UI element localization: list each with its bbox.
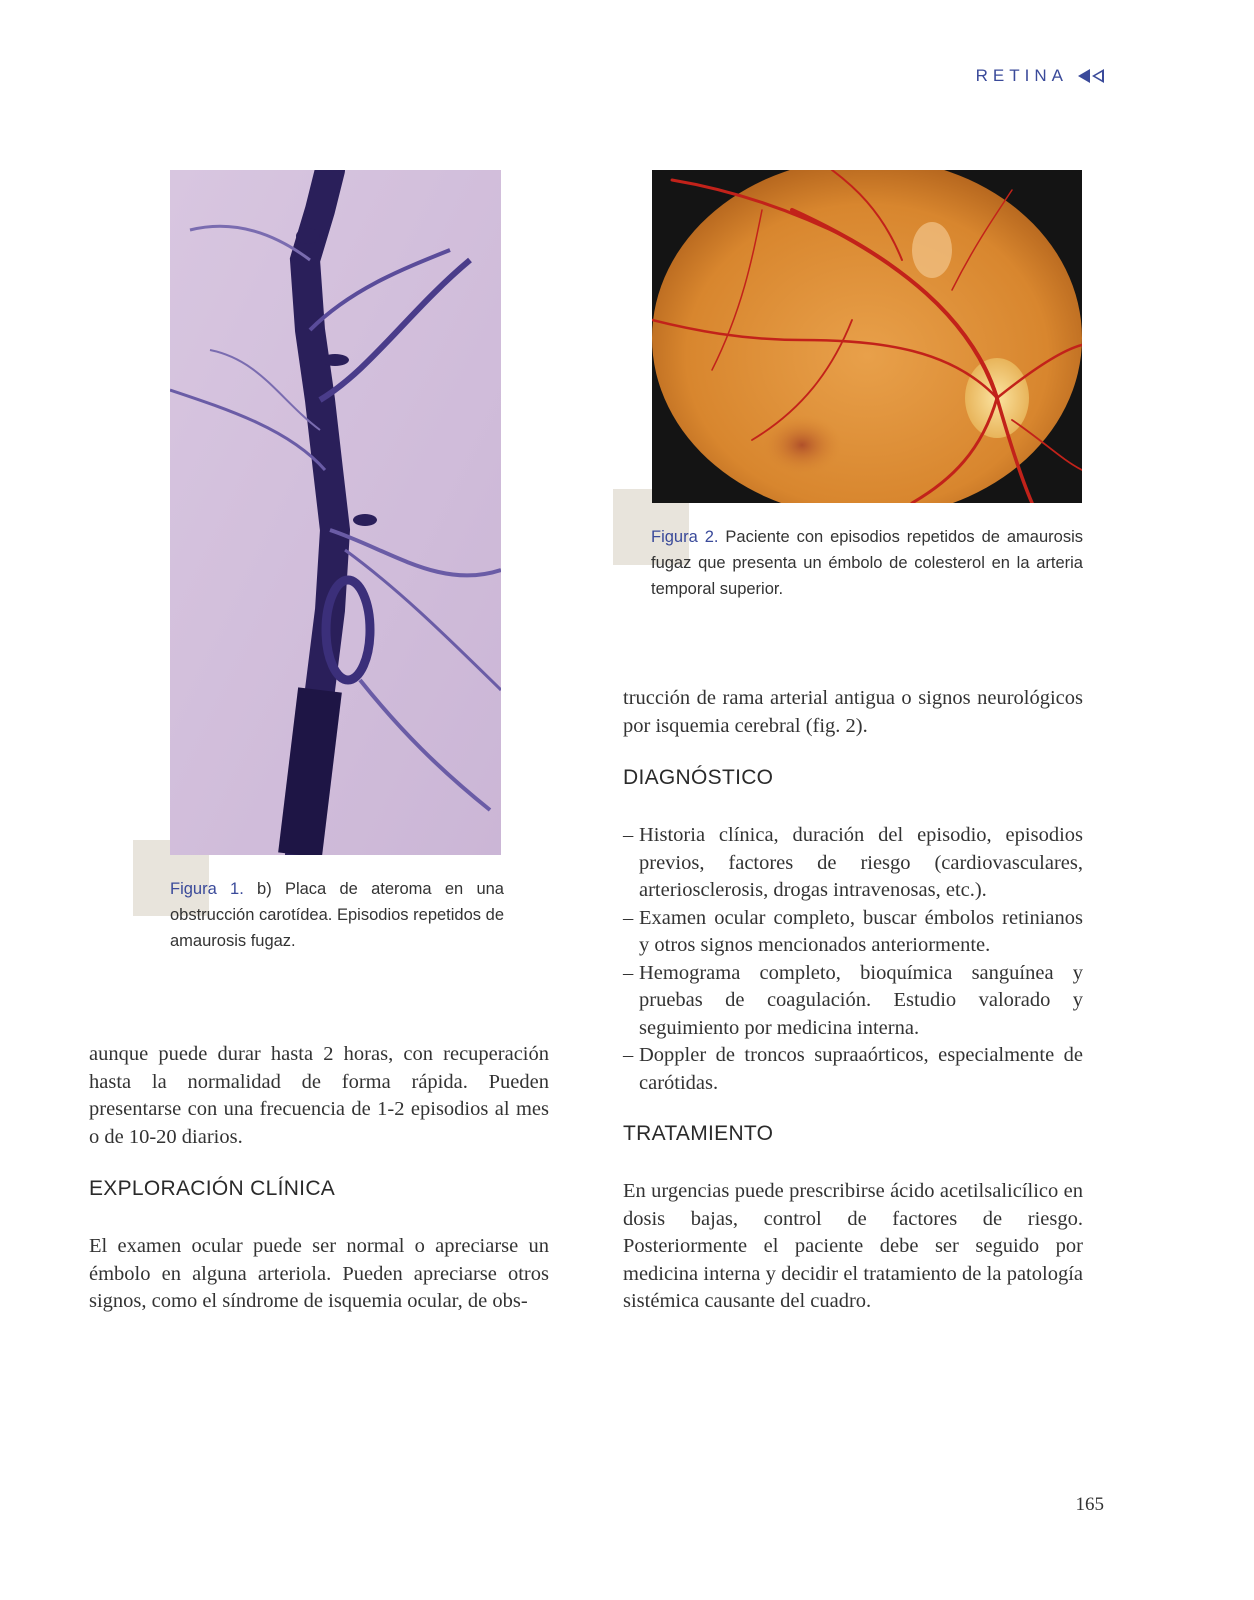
list-item: – Doppler de troncos supraaórticos, especialmente de carótidas. xyxy=(623,1042,1083,1097)
right-paragraph-tratamiento: En urgencias puede prescribirse ácido acetilsalicílico en dosis bajas, control de factores de riesgo. Posteriormente el paciente debe ser seguido por medicina interna y decidir el tratamiento de la patología sistémica causante del cuadro. xyxy=(623,1180,1083,1312)
figure2-caption xyxy=(651,524,1083,602)
page-number: 165 xyxy=(1075,1494,1104,1515)
figure2-label: Figura 2. xyxy=(651,528,719,546)
running-header xyxy=(976,66,1104,86)
heading-exploracion-clinica: EXPLORACIÓN CLÍNICA xyxy=(89,1177,336,1200)
figure2-fundus-image xyxy=(652,170,1082,503)
double-left-arrow-icon xyxy=(1078,69,1104,83)
heading-diagnostico: DIAGNÓSTICO xyxy=(623,766,774,789)
list-item: – Historia clínica, duración del episodio, episodios previos, factores de riesgo (cardiovasculares, arteriosclerosis, drogas intravenosas, etc.). xyxy=(623,822,1083,905)
left-paragraph-2: El examen ocular puede ser normal o apreciarse un émbolo en alguna arteriola. Pueden apreciarse otros signos, como el síndrome de isquemia ocular, de obs- xyxy=(89,1235,549,1312)
list-item: – Hemograma completo, bioquímica sanguínea y pruebas de coagulación. Estudio valorado y seguimiento por medicina interna. xyxy=(623,960,1083,1043)
heading-tratamiento: TRATAMIENTO xyxy=(623,1122,774,1145)
right-paragraph-continued: trucción de rama arterial antigua o signos neurológicos por isquemia cerebral (fig. 2). xyxy=(623,687,1083,737)
section-title: RETINA xyxy=(975,66,1068,85)
figure2-caption-text: Paciente con episodios repetidos de amaurosis fugaz que presenta un émbolo de colesterol en la arteria temporal superior. xyxy=(651,528,1083,598)
figure1-angiography-image xyxy=(170,170,501,855)
list-item: – Examen ocular completo, buscar émbolos retinianos y otros signos mencionados anteriormente. xyxy=(623,905,1083,960)
figure1-caption-text: b) Placa de ateroma en una obstrucción carotídea. Episodios repetidos de amaurosis fugaz. xyxy=(170,880,504,950)
left-paragraph-1: aunque puede durar hasta 2 horas, con recuperación hasta la normalidad de forma rápida. Pueden presentarse con una frecuencia de 1-2 episodios al mes o de 10-20 diarios. xyxy=(89,1043,549,1148)
figure1-caption xyxy=(170,876,504,954)
figure1-label: Figura 1. xyxy=(170,880,244,898)
diagnostico-list xyxy=(623,822,1083,1097)
